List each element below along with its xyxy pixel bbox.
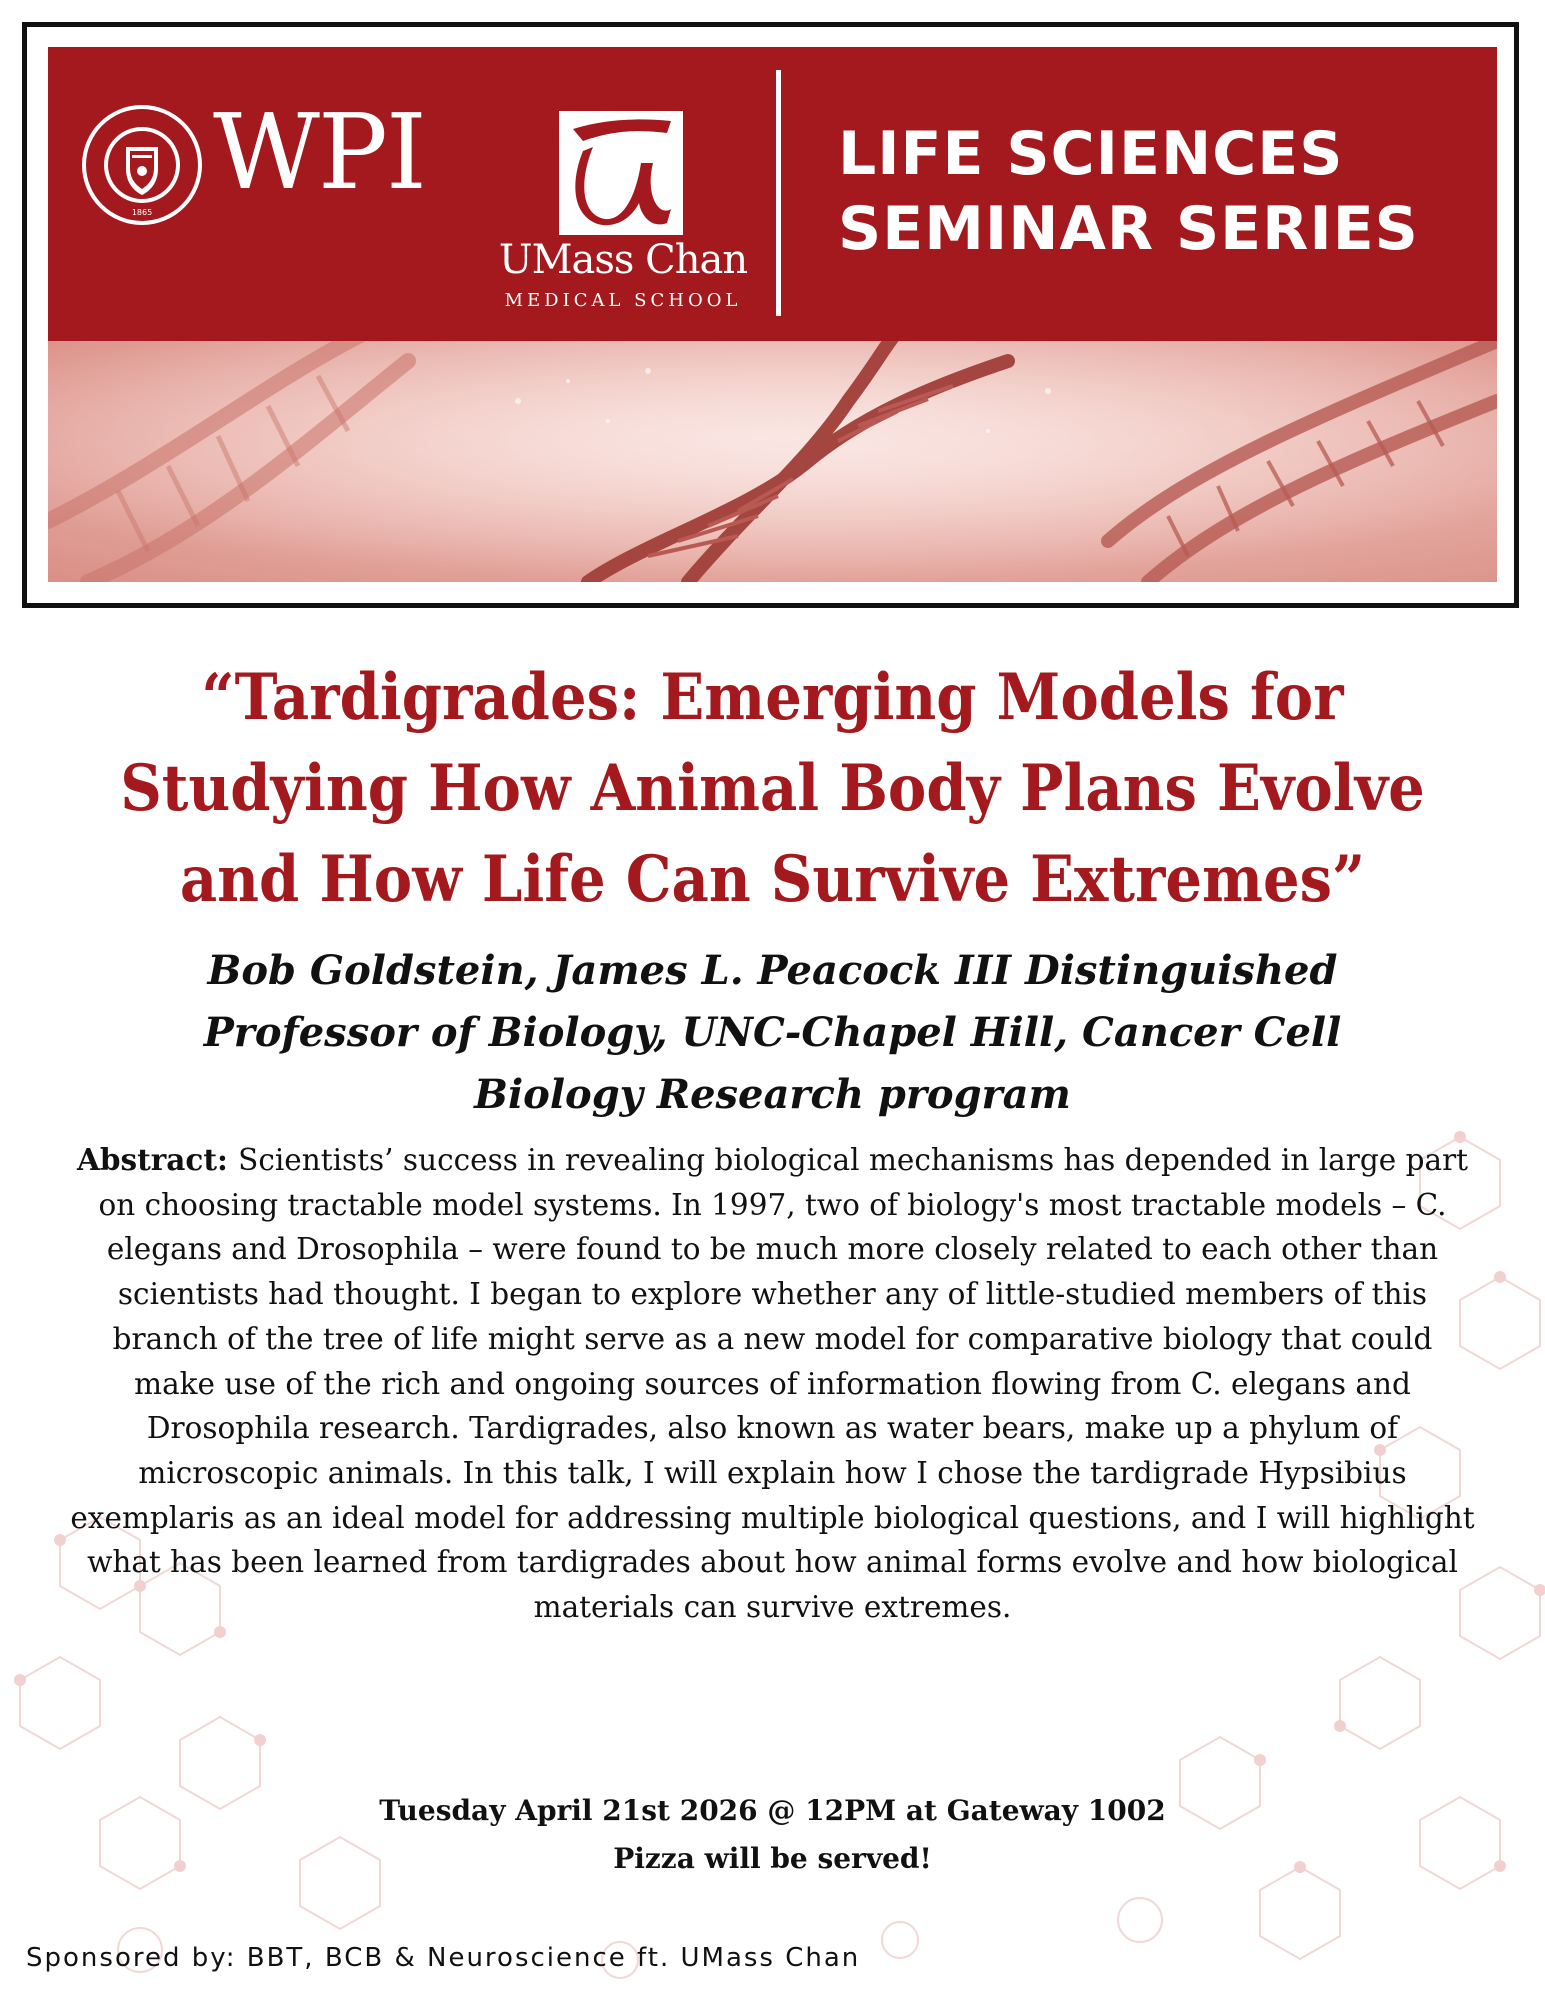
abstract-label: Abstract: [76, 1142, 239, 1177]
sponsor-line: Sponsored by: BBT, BCB & Neuroscience ft. UMass Chan [26, 1943, 861, 1973]
abstract [70, 1138, 1475, 1630]
speaker-line-3: Biology Research program [474, 1071, 1071, 1118]
seal-year: 1865 [131, 208, 153, 217]
seminar-series-heading [838, 117, 1478, 267]
abstract-text: Scientists’ success in revealing biological mechanisms has depended in large part on choosing tractable model systems. In 1997, two of biology's most tractable models – C. elegans and Drosophila – were found to be much more closely related to each other than scientists had thought. I began to explore whether any of little-studied members of this branch of the tree of life might serve as a new model for comparative biology that could make use of the rich and ongoing sources of information flowing from C. elegans and Drosophila research. Tardigrades, also known as water bears, make up a phylum of microscopic animals. In this talk, I will explain how I chose the tardigrade Hypsibius exemplaris as an ideal model for addressing multiple biological questions, and I will highlight what has been learned from tardigrades about how animal forms evolve and how biological materials can survive extremes. [70, 1143, 1475, 1625]
series-line-1: LIFE SCIENCES [838, 119, 1344, 189]
event-datetime: Tuesday April 21st 2026 @ 12PM at Gateway 1002 [379, 1794, 1166, 1827]
header-divider [776, 70, 781, 316]
speaker-info [110, 940, 1435, 1126]
medical-school-label: MEDICAL SCHOOL [504, 290, 742, 311]
speaker-line-1: Bob Goldstein, James L. Peacock III Distinguished [207, 947, 1338, 994]
umass-chan-name: UMass Chan [498, 237, 748, 283]
event-food: Pizza will be served! [613, 1842, 932, 1875]
event-details [0, 1787, 1545, 1883]
wpi-seal-icon [80, 103, 204, 227]
talk-title [104, 652, 1441, 925]
umass-chan-logo-icon [559, 111, 683, 235]
series-line-2: SEMINAR SERIES [838, 194, 1419, 264]
title-line-2: Studying How Animal Body Plans Evolve [120, 751, 1425, 826]
title-line-1: “Tardigrades: Emerging Models for [201, 660, 1344, 735]
dna-helix-graphic [48, 341, 1497, 582]
wpi-logo: WPI [213, 91, 425, 213]
dna-hero-image [48, 341, 1497, 582]
speaker-line-2: Professor of Biology, UNC-Chapel Hill, Cancer Cell [203, 1009, 1342, 1056]
title-line-3: and How Life Can Survive Extremes” [179, 842, 1366, 917]
